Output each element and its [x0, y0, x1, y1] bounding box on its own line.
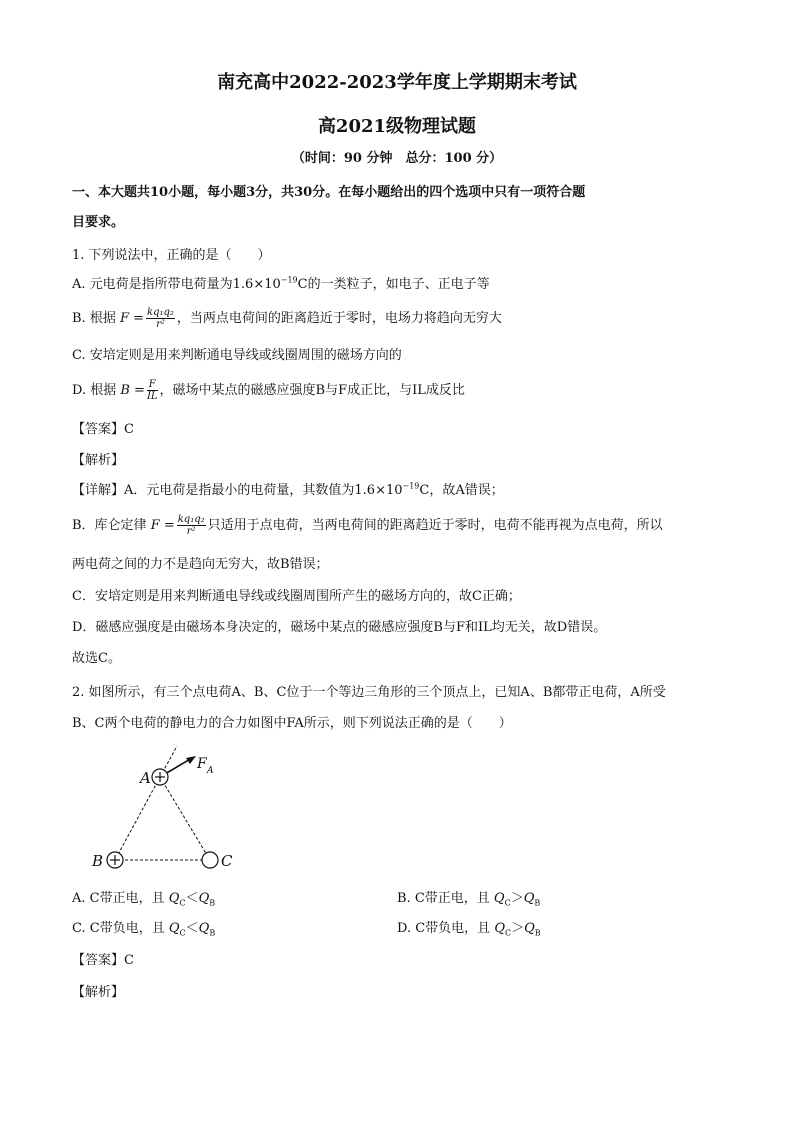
q1-analysis-label: 【解析】	[72, 453, 125, 468]
q1-detail-b-cont: 两电荷之间的力不是趋向无穷大，故B错误；	[72, 557, 329, 572]
q2-option-a-q2: Q	[198, 891, 210, 906]
label-f-subscript: A	[207, 766, 214, 776]
q2-option-b-sub2: B	[534, 898, 541, 908]
label-c: C	[221, 852, 233, 870]
q1-detail-c: C．安培定则是用来判断通电导线或线圈周围所产生的磁场方向的，故C正确；	[72, 589, 521, 604]
section-heading-line2: 目要求。	[72, 215, 125, 230]
exam-meta: （时间：90 分钟 总分：100 分）	[291, 151, 503, 166]
q2-option-a-q1: Q	[168, 891, 180, 906]
q1-option-a-pre: A. 元电荷是指所带电荷量为1.6×10	[72, 277, 281, 292]
q1-detail-b	[72, 513, 663, 539]
q2-figure	[80, 740, 250, 875]
q1-detail-a-exp: −19	[402, 481, 420, 491]
q2-option-c-q1: Q	[168, 921, 180, 936]
paper-subtitle: 高2021级物理试题	[317, 116, 477, 137]
q1-option-a-exp: −19	[280, 275, 298, 285]
q2-stem-line1: 2. 如图所示，有三个点电荷A、B、C位于一个等边三角形的三个顶点上，已知A、B都带正电荷，A所受	[72, 685, 666, 700]
q1-option-d-B: B =	[120, 383, 145, 398]
q2-option-a-sub2: B	[209, 898, 216, 908]
q1-stem: 1. 下列说法中，正确的是（ ）	[72, 248, 271, 263]
q2-option-b-q2: Q	[523, 891, 535, 906]
q1-detail-a-pre: 【详解】A．元电荷是指最小的电荷量，其数值为1.6×10	[72, 483, 403, 498]
q1-option-d	[72, 378, 465, 404]
paper-title: 南充高中2022-2023学年度上学期期末考试	[217, 72, 577, 93]
q2-analysis-label: 【解析】	[72, 985, 125, 1000]
q2-option-c-rel: ＜	[185, 921, 199, 936]
q1-option-b-fraction	[146, 307, 175, 330]
q2-answer: 【答案】C	[72, 953, 134, 968]
q1-option-b-pre: B. 根据	[72, 311, 116, 326]
q2-option-c-sub1: C	[179, 928, 186, 938]
label-f: F	[197, 756, 207, 772]
charge-c-circle	[202, 852, 218, 868]
q2-option-d-rel: ＞	[511, 921, 525, 936]
q1-option-a	[72, 277, 490, 293]
q1-option-d-post: ，磁场中某点的磁感应强度B与F成正比，与IL成反比	[159, 383, 465, 398]
q1-detail-a	[72, 483, 504, 499]
q2-option-c-sub2: B	[209, 928, 216, 938]
q1-option-b	[72, 306, 502, 332]
q1-option-a-post: C的一类粒子，如电子、正电子等	[297, 277, 490, 292]
q2-option-a-rel: ＜	[185, 891, 199, 906]
triangle-side-ac	[160, 777, 210, 860]
q2-option-b-sub1: C	[504, 898, 511, 908]
q1-detail-b-F: F =	[150, 518, 175, 533]
q2-option-d	[397, 921, 541, 937]
triangle-side-ab	[115, 777, 160, 860]
q2-option-d-main: D. C带负电，且	[397, 921, 491, 936]
q2-option-c-main: C. C带负电，且	[72, 921, 165, 936]
q1-option-c: C. 安培定则是用来判断通电导线或线圈周围的磁场方向的	[72, 348, 402, 363]
q1-answer: 【答案】C	[72, 422, 134, 437]
q2-option-d-q1: Q	[494, 921, 505, 936]
q2-option-a	[72, 891, 215, 907]
q1-detail-b-numerator: kq₁q₂	[177, 514, 205, 525]
q1-conclusion: 故选C。	[72, 651, 121, 666]
q2-option-d-sub1: C	[504, 928, 512, 938]
q1-detail-a-post: C，故A错误；	[419, 483, 504, 498]
q1-option-d-numerator: F	[148, 379, 156, 390]
q1-detail-b-denominator: r²	[186, 526, 196, 537]
q1-detail-b-pre: B．库仑定律	[72, 518, 147, 533]
q2-option-d-sub2: B	[534, 928, 541, 938]
q1-option-b-post: ，当两点电荷间的距离趋近于零时，电场力将趋向无穷大	[176, 311, 502, 326]
q1-option-b-numerator: kq₁q₂	[147, 307, 174, 318]
q1-option-b-denominator: r²	[156, 319, 165, 330]
q1-option-d-denominator: IL	[146, 391, 158, 402]
label-b: B	[92, 852, 104, 870]
q1-detail-d: D．磁感应强度是由磁场本身决定的，磁场中某点的磁感应强度B与F和IL均无关，故D错误。	[72, 620, 607, 635]
label-a: A	[140, 769, 151, 787]
q2-option-c-q2: Q	[198, 921, 210, 936]
force-arrow-head	[186, 756, 196, 764]
q1-detail-b-fraction	[177, 514, 206, 537]
q1-option-b-F: F =	[119, 311, 145, 326]
q1-option-d-fraction	[147, 379, 158, 402]
q2-stem-line2: B、C两个电荷的静电力的合力如图中FA所示，则下列说法正确的是（ ）	[72, 716, 512, 731]
q2-option-b-q1: Q	[493, 891, 505, 906]
q2-option-d-q2: Q	[524, 921, 535, 936]
q2-option-b-main: B. C带正电，且	[397, 891, 490, 906]
q2-option-a-sub1: C	[179, 898, 186, 908]
q1-option-d-pre: D. 根据	[72, 383, 117, 398]
q2-option-a-main: A. C带正电，且	[72, 891, 165, 906]
section-heading-line1: 一、本大题共10小题，每小题3分，共30分。在每小题给出的四个选项中只有一项符合题	[72, 185, 586, 200]
q2-option-b	[397, 891, 540, 907]
q1-detail-b-post: 只适用于点电荷，当两电荷间的距离趋近于零时，电荷不能再视为点电荷，所以	[207, 518, 663, 533]
q2-option-c	[72, 921, 215, 937]
q2-option-b-rel: ＞	[510, 891, 524, 906]
